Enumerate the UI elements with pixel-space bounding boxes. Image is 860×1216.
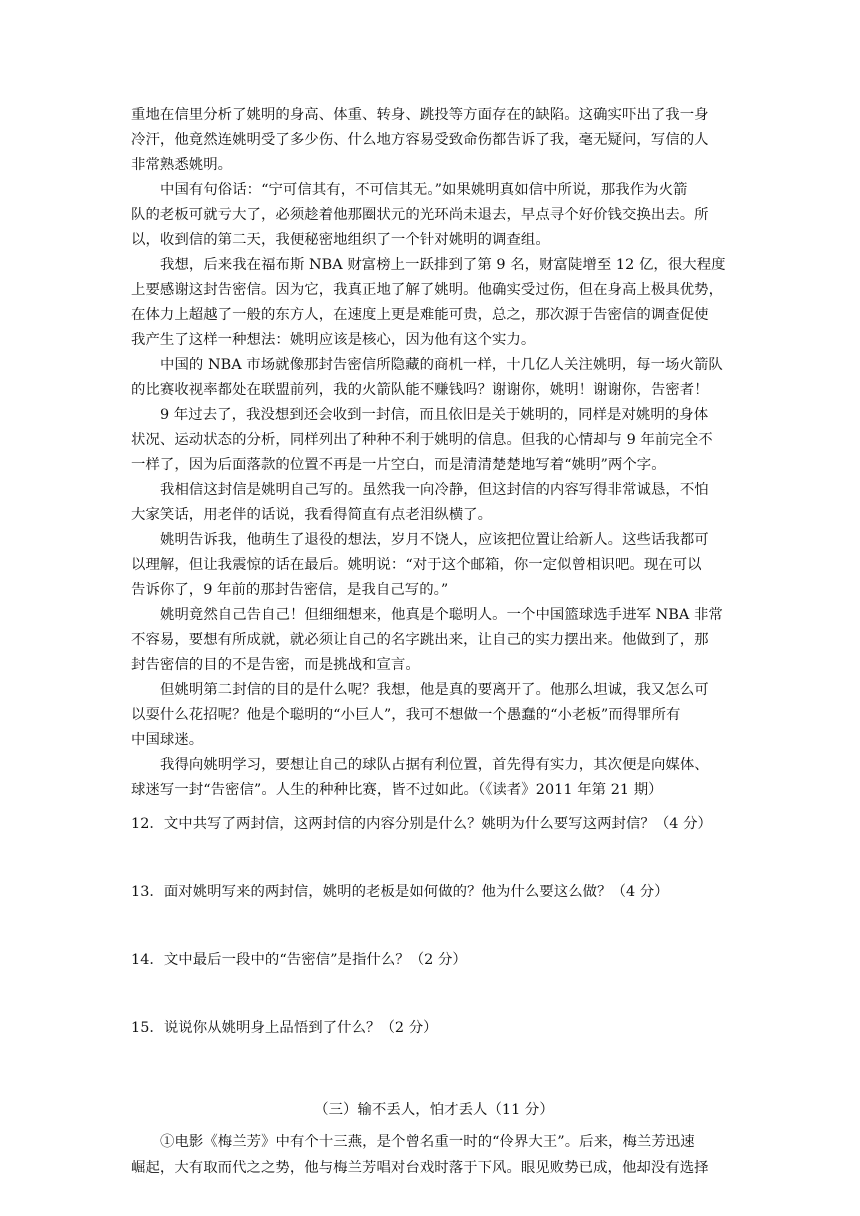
article-line: 中国球迷。 (131, 732, 204, 748)
article-line: 我相信这封信是姚明自己写的。虽然我一向冷静，但这封信的内容写得非常诚恳，不怕 (160, 482, 709, 498)
article-line: 不容易，要想有所成就，就必须让自己的名字跳出来，让自己的实力摆出来。他做到了，那 (131, 632, 709, 648)
article-line: 冷汗，他竟然连姚明受了多少伤、什么地方容易受致命伤都告诉了我，毫无疑问，写信的人 (131, 132, 709, 148)
article-line: 中国的 NBA 市场就像那封告密信所隐藏的商机一样，十几亿人关注姚明，每一场火箭队 (160, 357, 723, 373)
article-line: 姚明竟然自己告自己！但细细想来，他真是个聪明人。一个中国篮球选手进军 NBA 非常 (160, 607, 723, 623)
article-line: 一样了，因为后面落款的位置不再是一片空白，而是清清楚楚地写着“姚明”两个字。 (131, 457, 666, 473)
article-line: 封告密信的目的不是告密，而是挑战和宣言。 (131, 657, 420, 673)
section-line: 崛起，大有取而代之之势，他与梅兰芳唱对台戏时落于下风。眼见败势已成，他却没有选择 (131, 1160, 709, 1176)
section-heading: （三）输不丢人，怕才丢人（11 分） (314, 1102, 554, 1118)
article-line: 的比赛收视率都处在联盟前列，我的火箭队能不赚钱吗？谢谢你，姚明！谢谢你，告密者！ (131, 382, 709, 398)
article-line: 上要感谢这封告密信。因为它，我真正地了解了姚明。他确实受过伤，但在身高上极具优势， (131, 282, 724, 298)
question-12: 12．文中共写了两封信，这两封信的内容分别是什么？姚明为什么要写这两封信？（4 分） (131, 816, 712, 832)
article-line: 9 年过去了，我没想到还会收到一封信，而且依旧是关于姚明的，同样是对姚明的身体 (160, 407, 709, 423)
question-14: 14．文中最后一段中的“告密信”是指什么？（2 分） (131, 952, 467, 968)
article-line: 以理解，但让我震惊的话在最后。姚明说：“对于这个邮箱，你一定似曾相识吧。现在可以 (131, 557, 702, 573)
question-13: 13．面对姚明写来的两封信，姚明的老板是如何做的？他为什么要这么做？（4 分） (131, 884, 669, 900)
article-line: 重地在信里分析了姚明的身高、体重、转身、跳投等方面存在的缺陷。这确实吓出了我一身 (131, 107, 709, 123)
article-line: 以耍什么花招呢？他是个聪明的“小巨人”，我可不想做一个愚蠢的“小老板”而得罪所有 (131, 707, 681, 723)
article-line: 我产生了这样一种想法：姚明应该是核心，因为他有这个实力。 (131, 332, 536, 348)
article-line: 非常熟悉姚明。 (131, 157, 233, 173)
article-line: 但姚明第二封信的目的是什么呢？我想，他是真的要离开了。他那么坦诚，我又怎么可 (160, 682, 709, 698)
section-line: ①电影《梅兰芳》中有个十三燕，是个曾名重一时的“伶界大王”。后来，梅兰芳迅速 (160, 1134, 695, 1150)
article-line: 中国有句俗话：“宁可信其有，不可信其无。”如果姚明真如信中所说，那我作为火箭 (160, 182, 688, 198)
question-15: 15．说说你从姚明身上品悟到了什么？（2 分） (131, 1020, 438, 1036)
article-line: 姚明告诉我，他萌生了退役的想法，岁月不饶人，应该把位置让给新人。这些话我都可 (160, 532, 709, 548)
article-line: 在体力上超越了一般的东方人，在速度上更是难能可贵，总之，那次源于告密信的调查促使 (131, 307, 709, 323)
article-line: 告诉你了，9 年前的那封告密信，是我自己写的。” (131, 582, 449, 598)
article-line: 我想，后来我在福布斯 NBA 财富榜上一跃排到了第 9 名，财富陡增至 12 亿，很大程度 (160, 257, 726, 273)
article-line: 大家笑话，用老伴的话说，我看得简直有点老泪纵横了。 (131, 507, 493, 523)
article-line: 球迷写一封“告密信”。人生的种种比赛，皆不过如此。（《读者》2011 年第 21 期） (131, 782, 663, 798)
article-line: 状况、运动状态的分析，同样列出了种种不利于姚明的信息。但我的心情却与 9 年前完全不 (131, 432, 713, 448)
article-line: 我得向姚明学习，要想让自己的球队占据有利位置，首先得有实力，其次便是向媒体、 (160, 757, 709, 773)
article-line: 以，收到信的第二天，我便秘密地组织了一个针对姚明的调查组。 (131, 232, 550, 248)
article-line: 队的老板可就亏大了，必须趁着他那圈状元的光环尚未退去，早点寻个好价钱交换出去。所 (131, 207, 709, 223)
